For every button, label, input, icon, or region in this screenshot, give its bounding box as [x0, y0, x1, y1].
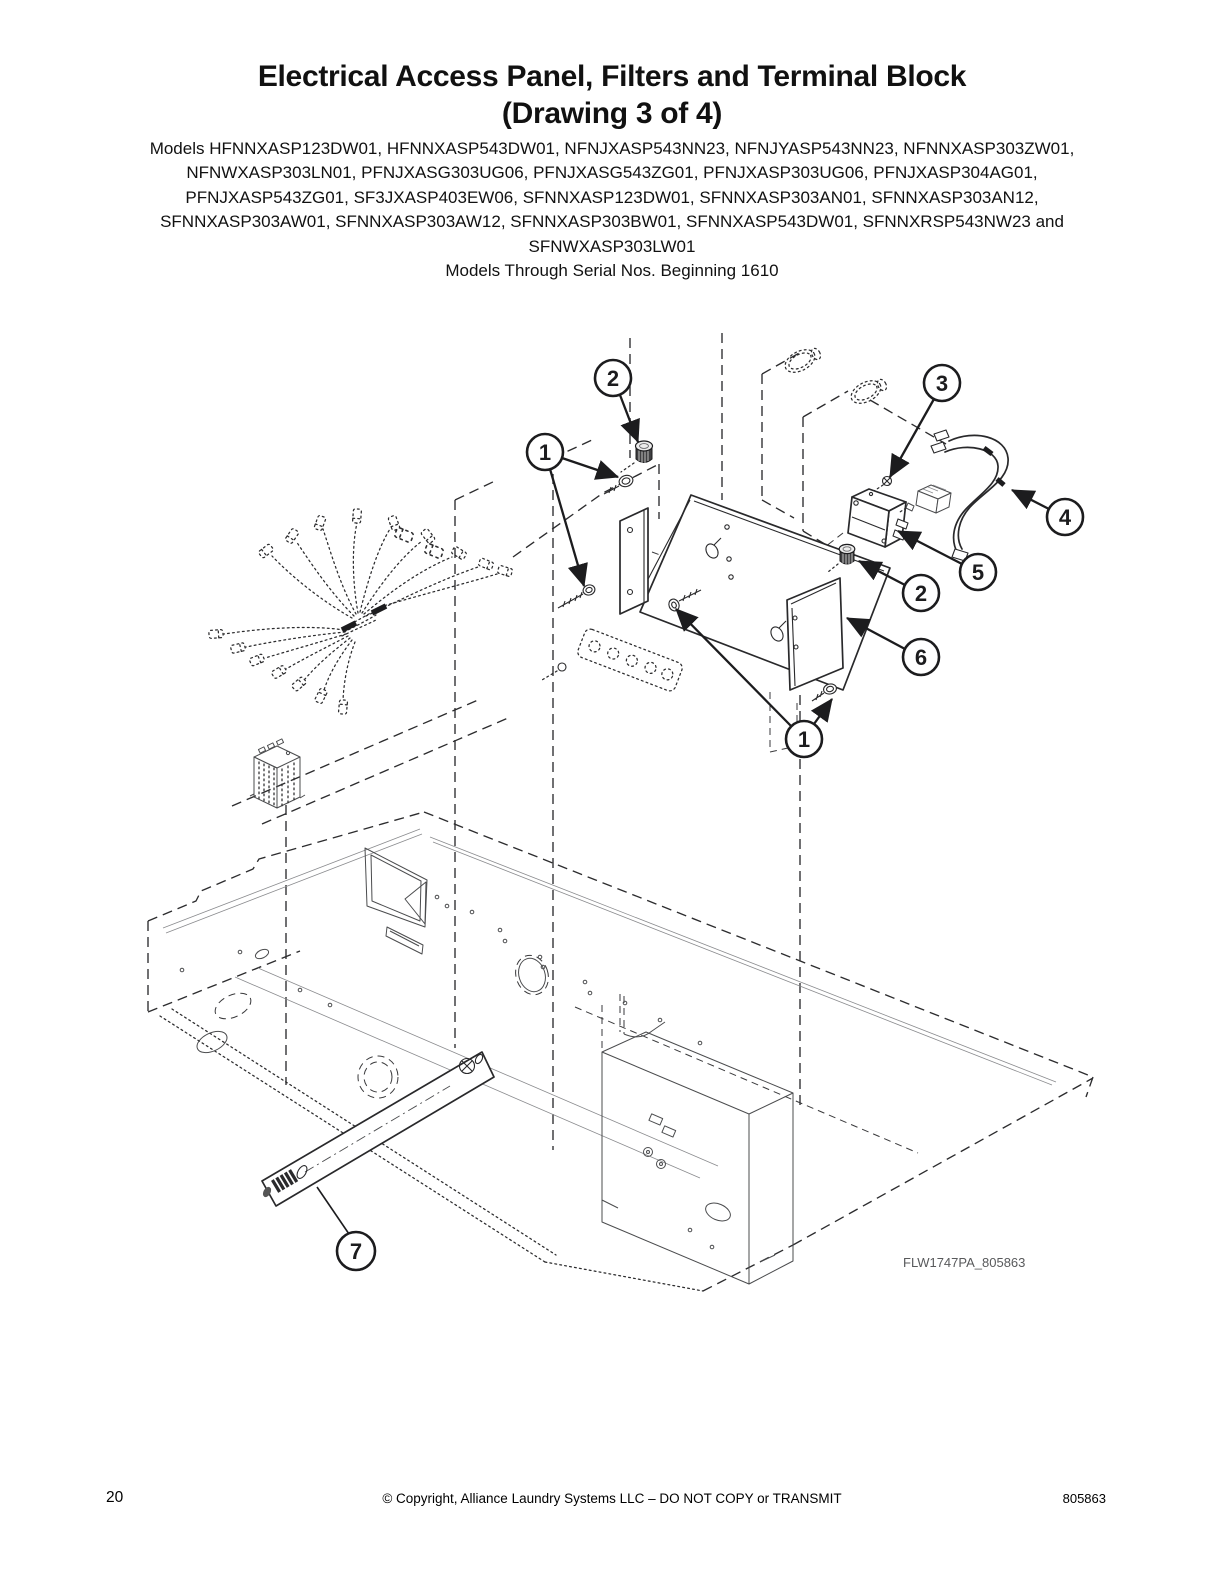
- callout-balloon-2a: [595, 360, 631, 396]
- hex-screw-long: [558, 583, 596, 608]
- model-list-line: SFNWXASP303LW01: [528, 236, 696, 256]
- figure-code: FLW1747PA_805863: [903, 1255, 1026, 1270]
- callout-balloon-4: [1047, 499, 1083, 535]
- contactor: [250, 739, 305, 808]
- mounting-bar: [261, 1052, 494, 1206]
- callout-number: 2: [606, 366, 620, 391]
- callout-number: 2: [914, 581, 928, 606]
- drawing-subtitle: (Drawing 3 of 4): [501, 97, 723, 130]
- callout-balloon-7: [337, 1232, 375, 1270]
- footer-document-number: 805863: [1062, 1491, 1106, 1506]
- callout-number: 3: [935, 371, 949, 396]
- callout-balloon-6: [903, 639, 939, 675]
- callout-balloon-5: [960, 554, 996, 590]
- callout-number: 4: [1058, 505, 1072, 530]
- model-list-line: PFNJXASP543ZG01, SF3JXASP403EW06, SFNNXASP123DW01, SFNNXASP303AN01, SFNNXASP303AN12,: [185, 187, 1039, 207]
- cabinet-base: [148, 812, 1093, 1291]
- model-list-line: Models HFNNXASP123DW01, HFNNXASP543DW01, NFNJXASP543NN23, NFNJYASP543NN23, NFNNXASP303ZW01,: [149, 139, 1075, 158]
- callout-number: 5: [971, 560, 985, 585]
- wire-harness: [209, 509, 513, 715]
- emi-filter: [848, 489, 908, 547]
- footer-page-number: 20: [106, 1489, 124, 1506]
- callout-number: 1: [797, 727, 811, 752]
- electrical-access-panel-bracket: [542, 495, 890, 693]
- callout-number: 1: [538, 440, 552, 465]
- thumbscrew-knob: [621, 441, 653, 472]
- cabinet-slot-cutout: [386, 927, 423, 954]
- callout-balloon-1a: [527, 434, 563, 470]
- callout-balloon-2b: [903, 575, 939, 611]
- serial-note: Models Through Serial Nos. Beginning 1610: [445, 261, 779, 281]
- hex-screw: [604, 474, 634, 494]
- callout-balloon-1b: [786, 721, 822, 757]
- terminal-block: [576, 627, 684, 692]
- cabinet-round-hole: [358, 1056, 398, 1098]
- grommet-cylinder: [847, 376, 888, 408]
- cabinet-window-cutout: [365, 848, 427, 927]
- grommet-cylinder: [781, 345, 822, 377]
- hex-screw: [812, 683, 837, 701]
- callout-number: 7: [349, 1239, 363, 1264]
- footer-copyright: © Copyright, Alliance Laundry Systems LLC – DO NOT COPY or TRANSMIT: [382, 1491, 842, 1506]
- cabinet-oval-hole: [511, 951, 554, 999]
- model-list-line: NFNWXASP303LN01, PFNJXASG303UG06, PFNJXASG543ZG01, PFNJXASP303UG06, PFNJXASP304AG01,: [186, 163, 1038, 183]
- page-footer: [0, 1489, 1224, 1513]
- model-list-line: SFNNXASP303AW01, SFNNXASP303AW12, SFNNXASP303BW01, SFNNXASP543DW01, SFNNXRSP543NW23 and: [160, 212, 1064, 232]
- phantom-projection-lines: [232, 333, 949, 1150]
- page-title: Electrical Access Panel, Filters and Terminal Block: [257, 60, 967, 93]
- terminal-block-screw: [542, 663, 566, 680]
- pedestal-box: [602, 1005, 793, 1284]
- capacitor: [900, 485, 951, 513]
- callout-balloon-3: [924, 365, 960, 401]
- callout-number: 6: [914, 645, 928, 670]
